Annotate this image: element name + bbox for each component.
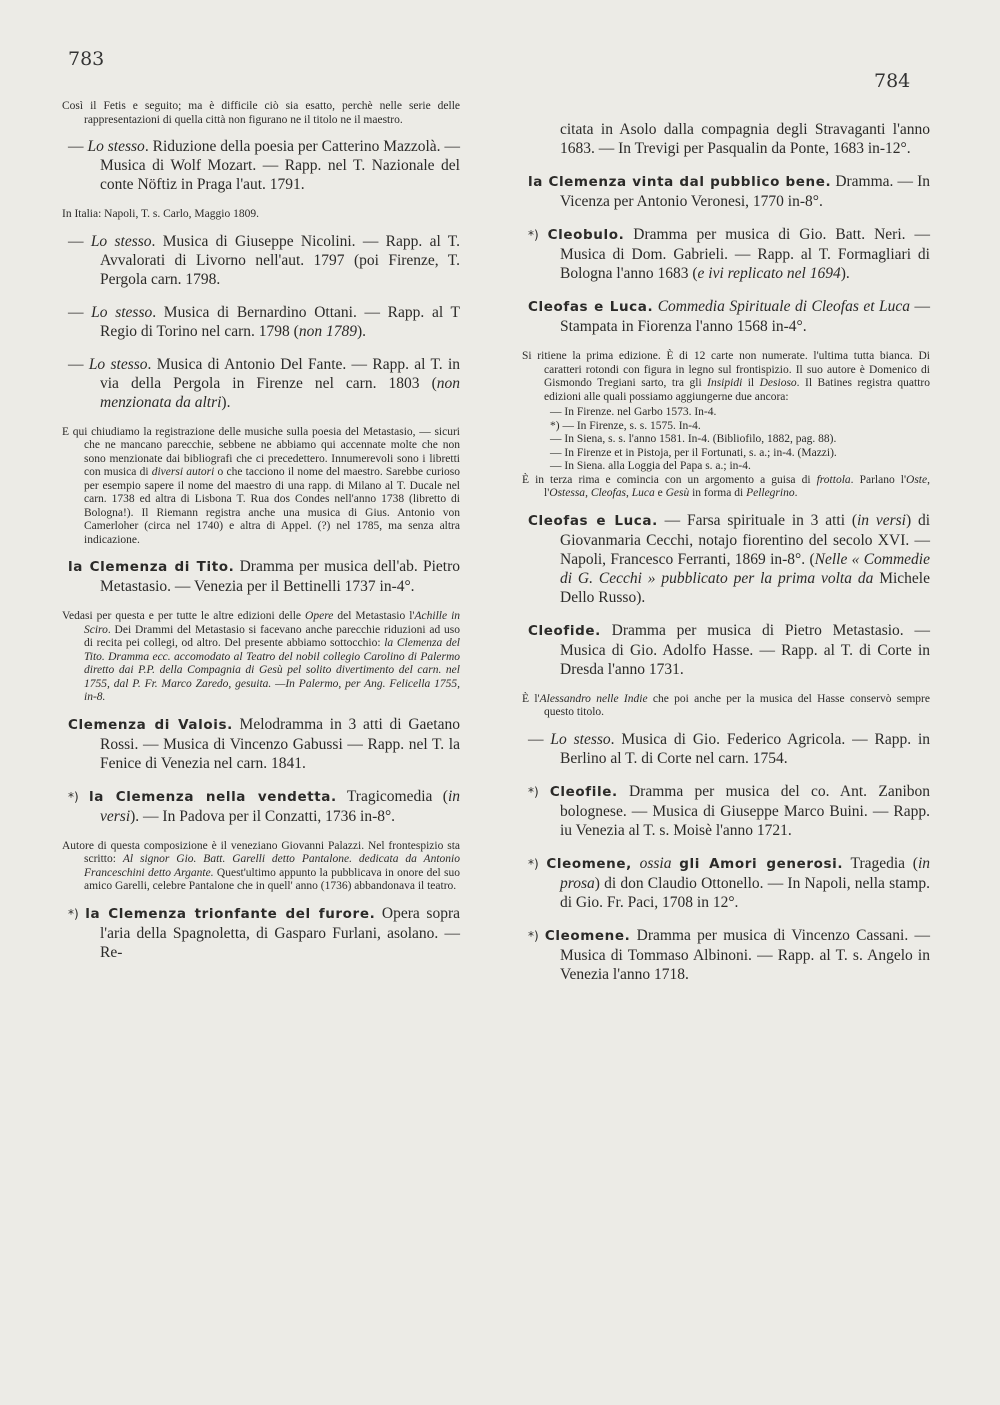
entry-cleofile: *) Cleofile. Dramma per musica del co. Ant. Zanibon bolognese. — Musica di Giuseppe Marco Buini. — Rapp. iu Venezia al T. s. Moisè l'anno 1721.: [528, 782, 930, 839]
left-column: [60, 100, 460, 976]
entry-cleomene: *) Cleomene. Dramma per musica di Vincenzo Cassani. — Musica di Tommaso Albinoni. — Rapp. al T. s. Angelo in Venezia l'anno 1718.: [528, 926, 930, 983]
entry-clemenza-vinta: la Clemenza vinta dal pubblico bene. Dramma. — In Vicenza per Antonio Veronesi, 1770 in-8°.: [528, 173, 931, 210]
headword: Cleomene.: [544, 927, 631, 944]
headword: Cleomene,: [546, 855, 632, 872]
right-column: [520, 120, 930, 998]
list-item: — In Siena. alla Loggia del Papa s. a.; in-4.: [550, 460, 751, 472]
entry-lo-stesso-del-fante: — Lo stesso. Musica di Antonio Del Fante. — Rapp. al T. in via della Pergola in Firenze nel carn. 1803 (non menzionata da altri).: [68, 355, 461, 411]
note-alessandro: È l'Alessandro nelle Indie che poi anche per la musica del Hasse conservò sempre questo titolo.: [522, 692, 930, 718]
note-napoli: In Italia: Napoli, T. s. Carlo, Maggio 1809.: [62, 208, 259, 220]
headword: Cleofide.: [528, 622, 601, 639]
list-item: — In Siena, s. s. l'anno 1581. In-4. (Bibliofilo, 1882, pag. 88).: [550, 433, 837, 445]
headword: la Clemenza di Tito.: [68, 559, 235, 575]
entry-title: Lo stesso: [87, 138, 145, 155]
entry-clemenza-di-valois: Clemenza di Valois. Melodramma in 3 atti di Gaetano Rossi. — Musica di Vincenzo Gabussi — Rapp. nel T. la Fenice di Venezia nel carn. 1841.: [68, 715, 460, 772]
note-tito: Vedasi per questa e per tutte le altre edizioni delle Opere del Metastasio l'Achille in Sciro. Dei Drammi del Metastasio si facevano anche parecchie riduzioni ad uso di recita pei collegi, od altro. Del presente abbiamo sottocchio: la Clemenza del Tito. Dramma ecc. accomodato al Teatro del nobil collegio Carolino di Palermo diretto dai P.P. della Compagnia di Gesù pel solito divertimento del carn. nel 1755, dal P. Fr. Marco Zaredo, gesuita. —In Palermo, per Ang. Felicella 1755, in-8.: [62, 610, 461, 703]
note-fetis: Così il Fetis e seguito; ma è difficile ciò sia esatto, perchè nelle serie delle rappresentazioni di quella città non figurano ne il titolo ne il maestro.: [62, 100, 460, 126]
list-item: — In Firenze. nel Garbo 1573. In-4.: [550, 406, 717, 418]
headword: Clemenza di Valois.: [68, 716, 233, 733]
entry-lo-stesso-ottani: — Lo stesso. Musica di Bernardino Ottani. — Rapp. al T Regio di Torino nel carn. 1798 (non 1789).: [68, 303, 460, 340]
headword: Cleofas e Luca.: [528, 299, 654, 315]
headword: la Clemenza nella vendetta.: [89, 788, 337, 805]
note-vendetta: Autore di questa composizione è il veneziano Giovanni Palazzi. Nel frontespizio sta scritto: Al signor Gio. Batt. Garelli detto Pantalone. dedicata da Antonio Franceschini detto Argante. Quest'ultimo appunto la pubblicava in onore del suo amico Garelli, celebre Pantalone che in quell' anno (1736) abbandonava il teatro.: [62, 839, 460, 892]
entry-title: Lo stesso: [91, 303, 153, 321]
entry-title: Lo stesso: [90, 232, 152, 250]
entry-title: Lo stesso: [550, 730, 611, 748]
note-cleofas: Si ritiene la prima edizione. È di 12 carte non numerate. l'ultima tutta bianca. Di caratteri rotondi con figura in legno sul frontispizio. Il suo autore è Domenico di Gismondo Tregiani sarto, tra gli Insipidi il Desioso. Il Batines registra quattro edizioni alle quali possiamo aggiungerne due ancora:: [522, 350, 931, 403]
editions-list: [520, 406, 930, 474]
headword: Cleobulo.: [547, 227, 625, 243]
list-item: — In Firenze et in Pistoja, per il Fortunati, s. a.; in-4. (Mazzi).: [550, 446, 837, 459]
entry-clemenza-di-tito: la Clemenza di Tito. Dramma per musica dell'ab. Pietro Metastasio. — Venezia per il Bettinelli 1737 in-4°.: [68, 558, 460, 595]
entry-clemenza-trionfante: *) la Clemenza trionfante del furore. Opera sopra l'aria della Spagnoletta, di Gasparo Furlani, asolano. — Re-: [68, 904, 460, 961]
entry-continuation: citata in Asolo dalla compagnia degli Stravaganti l'anno 1683. — In Trevigi per Pasqualin da Ponte, 1683 in-12°.: [560, 121, 930, 157]
note-metastasio: E qui chiudiamo la registrazione delle musiche sulla poesia del Metastasio, — sicuri che ne mancano parecchie, sebbene ne abbiamo qui accennate molte che non sono menzionate dai bibliografi che ci precedettero. Innumerevoli sono i libretti con musica di diversi autori o che tacciono il nome del maestro. Sarebbe curioso per esempio sapere il nome del maestro di una rapp. di Milano al T. Ducale nel carn. 1738 ed altra di Lisbona T. Rua dos Condes nell'anno 1738 (libretto di Bologna!). Il Riemann registra anche una musica di Gius. Antonio von Camerloher (circa nel 1740) e altra di Appel. (?) nel 1785, ma senza altra indicazione.: [62, 425, 460, 546]
entry-cleofas-e-luca-1568: Cleofas e Luca. Commedia Spirituale di Cleofas et Luca — Stampata in Fiorenza l'anno 1568 in-4°.: [528, 298, 931, 335]
entry-cleofas-e-luca-farsa: Cleofas e Luca. — Farsa spirituale in 3 atti (in versi) di Giovanmaria Cecchi, notajo fiorentino del secolo XVI. — Napoli, Francesco Ferranti, 1869 in-8°. (Nelle « Commedie di G. Cecchi » pubblicato per la prima volta da Michele Dello Russo).: [528, 511, 931, 606]
headword: Cleofas e Luca.: [528, 512, 658, 529]
entry-lo-stesso-mozart: — Lo stesso. Riduzione della poesia per Catterino Mazzolà. — Musica di Wolf Mozart. — Rapp. nel T. Nazionale del conte Nöftiz in Praga l'aut. 1791.: [68, 138, 460, 193]
entry-cleofide: Cleofide. Dramma per musica di Pietro Metastasio. — Musica di Gio. Adolfo Hasse. — Rapp. al T. di Corte in Dresda l'anno 1731.: [528, 621, 930, 678]
entry-lo-stesso-agricola: — Lo stesso. Musica di Gio. Federico Agricola. — Rapp. in Berlino al T. di Corte nel carn. 1754.: [528, 730, 931, 767]
headword: Cleofile.: [549, 783, 618, 800]
entry-cleomene-amori: *) Cleomene, ossia gli Amori generosi. Tragedia (in prosa) di don Claudio Ottonello. — In Napoli, nella stamp. di Gio. Fr. Paci, 1708 in 12°.: [528, 854, 931, 911]
page-number-left: 783: [68, 48, 105, 70]
headword: la Clemenza trionfante del furore.: [85, 905, 376, 922]
note-terza-rima: È in terza rima e comincia con un argomento a guisa di frottola. Parlano l'Oste, l'Ostessa, Cleofas, Luca e Gesù in forma di Pellegrino.: [522, 473, 930, 499]
page-number-right: 784: [874, 70, 911, 92]
entry-cleobulo: *) Cleobulo. Dramma per musica di Gio. Batt. Neri. — Musica di Dom. Gabrieli. — Rapp. al T. Formagliari di Bologna l'anno 1683 (e ivi replicato nel 1694).: [528, 226, 930, 282]
entry-lo-stesso-nicolini: — Lo stesso. Musica di Giuseppe Nicolini. — Rapp. al T. Avvalorati di Livorno nell'aut. 1797 (poi Firenze, T. Pergola carn. 1798.: [68, 232, 460, 288]
list-item: *) — In Firenze, s. s. 1575. In-4.: [550, 419, 701, 432]
headword: la Clemenza vinta dal pubblico bene.: [528, 174, 832, 190]
entry-clemenza-nella-vendetta: *) la Clemenza nella vendetta. Tragicomedia (in versi). — In Padova per il Conzatti, 1736 in-8°.: [68, 787, 460, 825]
entry-title: Lo stesso: [88, 355, 148, 373]
